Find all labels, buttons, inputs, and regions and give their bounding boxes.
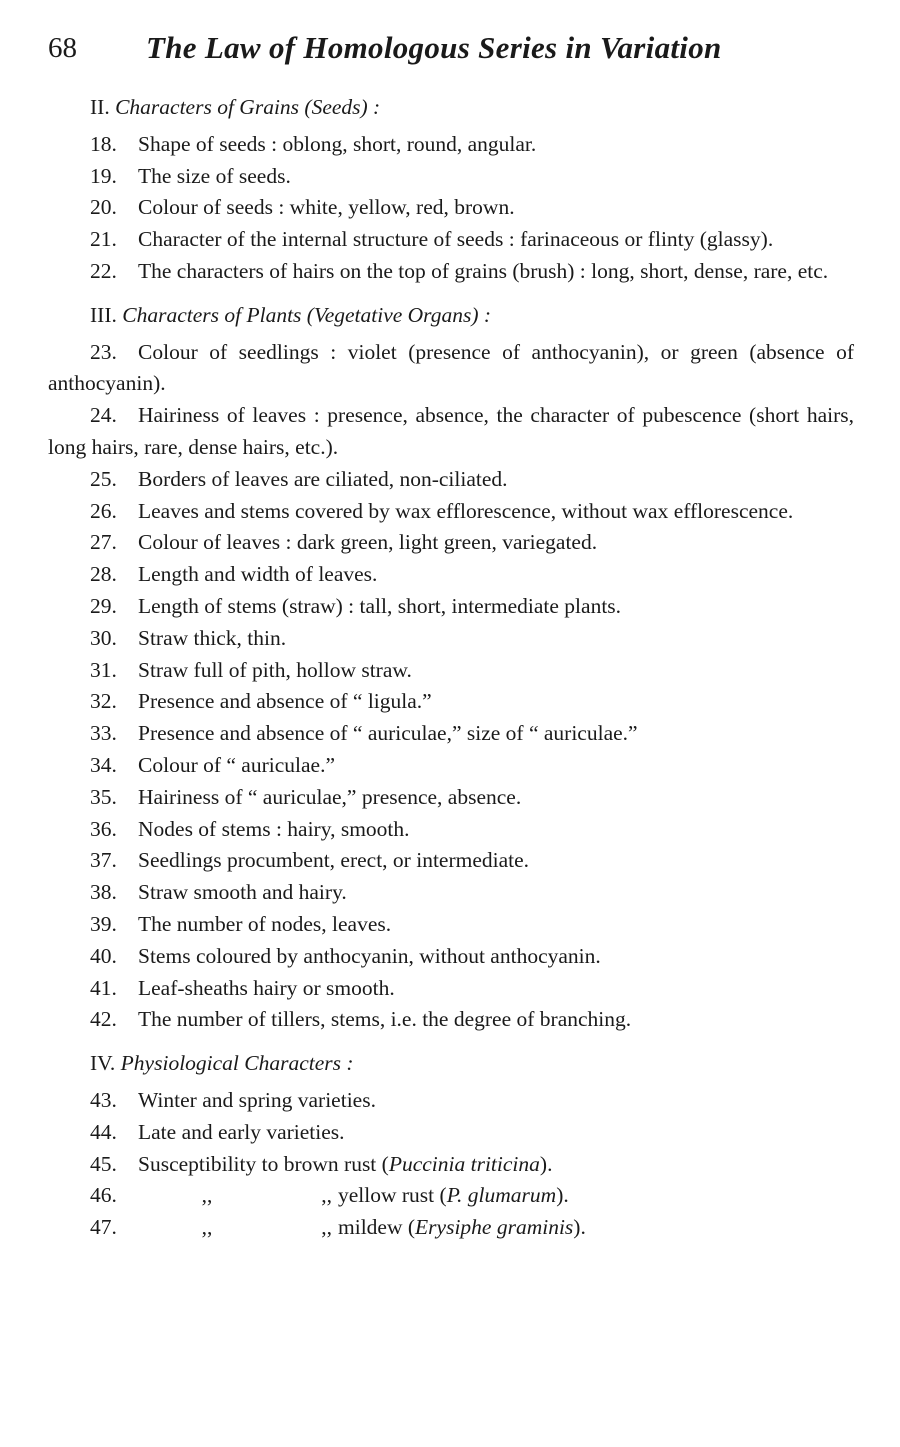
list-item	[48, 161, 854, 193]
item-text-tail: ).	[556, 1183, 569, 1208]
item-number: 32.	[90, 689, 117, 714]
list-item	[48, 224, 854, 256]
section-gap	[48, 1036, 854, 1048]
item-number: 29.	[90, 593, 117, 618]
item-number: 20.	[90, 195, 117, 220]
item-text: Straw smooth and hairy.	[138, 880, 347, 905]
ditto-mark: ,,	[201, 1215, 213, 1240]
item-number: 39.	[90, 911, 117, 936]
item-text: The characters of hairs on the top of grains (brush) : long, short, dense, rare, etc.	[138, 258, 829, 283]
list-item	[48, 845, 854, 877]
running-title: The Law of Homologous Series in Variation	[146, 30, 722, 65]
item-text: Leaves and stems covered by wax efflorescence, without wax efflorescence.	[138, 498, 794, 523]
item-text: Susceptibility to brown rust (	[138, 1151, 389, 1176]
item-number: 40.	[90, 943, 117, 968]
item-number: 28.	[90, 562, 117, 587]
section-heading-iii	[48, 300, 854, 332]
item-text: Presence and absence of “ ligula.”	[138, 689, 432, 714]
item-number: 37.	[90, 848, 117, 873]
item-number: 43.	[90, 1087, 117, 1112]
list-item	[48, 814, 854, 846]
section-heading-ii	[48, 92, 854, 124]
list-item	[48, 192, 854, 224]
section-title: Characters of Plants (Vegetative Organs) :	[122, 302, 492, 327]
item-text: Late and early varieties.	[138, 1119, 345, 1144]
list-item	[48, 559, 854, 591]
latin-name: Puccinia triticina	[388, 1151, 540, 1176]
item-number: 44.	[90, 1119, 117, 1144]
list-item	[48, 129, 854, 161]
item-text: Hairiness of leaves : presence, absence, the character of pubescence (short hairs, long hairs, rare, dense hairs, etc.).	[48, 403, 854, 459]
item-text: Straw thick, thin.	[138, 625, 287, 650]
item-text: Character of the internal structure of seeds : farinaceous or flinty (glassy).	[138, 227, 774, 252]
item-number: 22.	[90, 258, 117, 283]
item-text: Hairiness of “ auriculae,” presence, absence.	[138, 784, 522, 809]
list-item	[48, 909, 854, 941]
item-text: Borders of leaves are ciliated, non-ciliated.	[138, 466, 508, 491]
item-text: Length of stems (straw) : tall, short, intermediate plants.	[138, 593, 622, 618]
list-item	[48, 256, 854, 288]
list-item	[48, 782, 854, 814]
item-text: Winter and spring varieties.	[138, 1087, 376, 1112]
item-number: 24.	[90, 403, 117, 428]
item-text: Seedlings procumbent, erect, or intermediate.	[138, 848, 530, 873]
item-text: Presence and absence of “ auriculae,” size of “ auriculae.”	[138, 721, 638, 746]
item-text: Colour of leaves : dark green, light green, variegated.	[138, 530, 598, 555]
list-item	[48, 877, 854, 909]
item-number: 33.	[90, 721, 117, 746]
list-item	[48, 941, 854, 973]
item-number: 30.	[90, 625, 117, 650]
item-text: Length and width of leaves.	[138, 562, 378, 587]
list-item	[48, 496, 854, 528]
item-text: The number of tillers, stems, i.e. the degree of branching.	[138, 1007, 632, 1032]
list-item	[48, 1117, 854, 1149]
item-text: The number of nodes, leaves.	[138, 911, 392, 936]
item-text: Colour of “ auriculae.”	[138, 752, 335, 777]
list-item	[48, 623, 854, 655]
list-item	[48, 1149, 854, 1181]
ditto-mark: ,,	[321, 1215, 332, 1240]
item-number: 34.	[90, 752, 117, 777]
item-number: 47.	[90, 1215, 117, 1240]
list-item	[48, 750, 854, 782]
item-number: 31.	[90, 657, 117, 682]
list-item	[48, 527, 854, 559]
list-item	[48, 686, 854, 718]
list-item	[48, 1085, 854, 1117]
item-number: 26.	[90, 498, 117, 523]
section-title: Physiological Characters :	[120, 1051, 354, 1076]
section-heading-iv	[48, 1048, 854, 1080]
item-number: 21.	[90, 227, 117, 252]
latin-name: P. glumarum	[446, 1183, 557, 1208]
page-header	[48, 30, 840, 74]
list-item	[48, 464, 854, 496]
item-text: Colour of seedlings : violet (presence of anthocyanin), or green (absence of anthocyanin).	[48, 339, 854, 396]
item-number: 27.	[90, 530, 117, 555]
list-item	[48, 591, 854, 623]
section-numeral: II.	[90, 95, 110, 119]
page-body	[48, 92, 854, 1244]
section-title: Characters of Grains (Seeds) :	[115, 95, 381, 119]
item-number: 42.	[90, 1007, 117, 1032]
item-number: 45.	[90, 1151, 117, 1176]
ditto-mark: ,,	[321, 1183, 332, 1208]
section-numeral: IV.	[90, 1051, 116, 1076]
ditto-mark: ,,	[201, 1183, 213, 1208]
item-number: 35.	[90, 784, 117, 809]
latin-name: Erysiphe graminis	[415, 1215, 574, 1240]
item-number: 18.	[90, 131, 117, 156]
item-number: 19.	[90, 163, 117, 188]
list-item	[48, 1004, 854, 1036]
item-text: Colour of seeds : white, yellow, red, brown.	[138, 195, 515, 220]
item-text: yellow rust (	[338, 1183, 447, 1208]
item-number: 41.	[90, 975, 117, 1000]
list-item	[48, 718, 854, 750]
item-number: 38.	[90, 880, 117, 905]
list-item	[48, 1180, 854, 1212]
list-item	[48, 400, 854, 464]
section-numeral: III.	[90, 302, 117, 327]
item-text: The size of seeds.	[138, 163, 291, 188]
list-item	[48, 1212, 854, 1244]
item-number: 36.	[90, 816, 117, 841]
item-text: Nodes of stems : hairy, smooth.	[138, 816, 410, 841]
item-text: Leaf-sheaths hairy or smooth.	[138, 975, 395, 1000]
item-number: 46.	[90, 1183, 117, 1208]
list-item	[48, 973, 854, 1005]
item-text: Shape of seeds : oblong, short, round, angular.	[138, 131, 537, 156]
list-item	[48, 337, 854, 401]
item-number: 25.	[90, 466, 117, 491]
page-number: 68	[48, 32, 77, 64]
list-item	[48, 655, 854, 687]
item-text: Straw full of pith, hollow straw.	[138, 657, 412, 682]
item-number: 23.	[90, 339, 117, 364]
item-text: Stems coloured by anthocyanin, without anthocyanin.	[138, 943, 601, 968]
item-text-tail: ).	[539, 1151, 553, 1176]
item-text-tail: ).	[573, 1215, 586, 1240]
item-text: mildew (	[338, 1215, 416, 1240]
section-gap	[48, 288, 854, 300]
